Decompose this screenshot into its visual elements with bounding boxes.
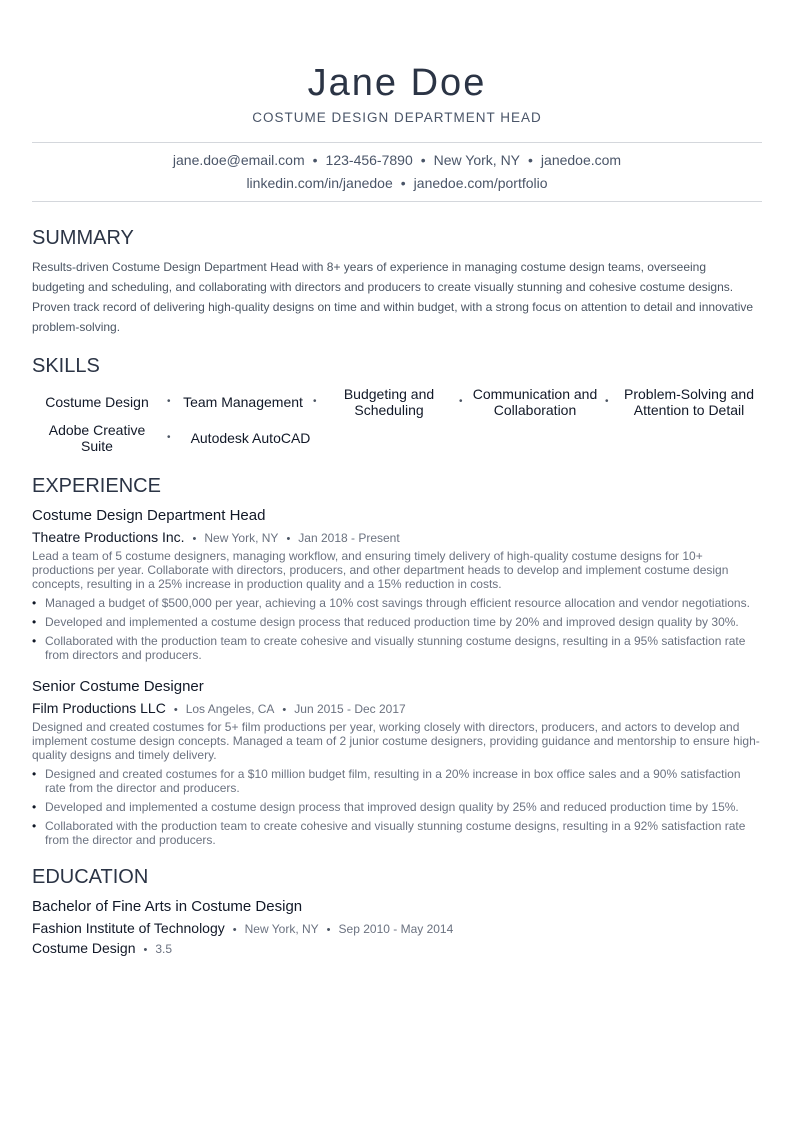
separator-dot: • xyxy=(286,533,291,545)
bullet-icon: • xyxy=(32,596,37,610)
company-name: Theatre Productions Inc. xyxy=(32,529,185,545)
job-dates: Jan 2018 - Present xyxy=(298,531,400,545)
email-link[interactable]: jane.doe@email.com xyxy=(172,152,305,168)
skill-item: Costume Design xyxy=(45,394,149,410)
bullet-text: Designed and created costumes for a $10 million budget film, resulting in a 20% increase in box office sales and a 90% satisfaction rate from the director and producers. xyxy=(45,767,741,795)
job-bullet xyxy=(32,800,762,814)
skill-item: Communication and Collaboration xyxy=(472,386,598,418)
separator-dot: • xyxy=(143,944,148,956)
bullet-text: Developed and implemented a costume design process that reduced production time by 20% and improved design quality by 30%. xyxy=(45,615,739,629)
field-of-study: Costume Design xyxy=(32,940,136,956)
summary-heading: SUMMARY xyxy=(32,227,134,249)
skill-item: Problem-Solving and Attention to Detail xyxy=(624,386,754,418)
skill-separator: • xyxy=(167,432,171,443)
education-field-meta xyxy=(32,940,172,956)
contact-line-1 xyxy=(32,152,762,168)
separator-dot: • xyxy=(420,152,426,168)
bullet-icon: • xyxy=(32,634,37,648)
bullet-icon: • xyxy=(32,800,37,814)
skill-item: Team Management xyxy=(183,394,303,410)
contact-line-2 xyxy=(32,175,762,191)
bullet-icon: • xyxy=(32,615,37,629)
bullet-text: Developed and implemented a costume design process that improved design quality by 25% and reduced production time by 15%. xyxy=(45,800,739,814)
job-title: Senior Costume Designer xyxy=(32,678,204,695)
experience-heading: EXPERIENCE xyxy=(32,475,161,497)
job-meta xyxy=(32,529,400,545)
separator-dot: • xyxy=(232,924,237,936)
education-dates: Sep 2010 - May 2014 xyxy=(338,922,454,936)
skill-separator: • xyxy=(313,396,317,407)
job-bullet xyxy=(32,596,762,610)
candidate-name: Jane Doe xyxy=(307,62,487,104)
job-bullet xyxy=(32,615,762,629)
summary-text: Results-driven Costume Design Department Head with 8+ years of experience in managing costume design teams, overseeing budgeting and scheduling, and collaborating with directors and producers to create visually stunning and cohesive costume designs. Proven track record of delivering high-quality designs on time and within budget, with a strong focus on attention to detail and innovative problem-solving. xyxy=(32,260,754,334)
job-description: Lead a team of 5 costume designers, managing workflow, and ensuring timely delivery of high-quality costume designs for 10+ productions per year. Collaborate with directors, producers, and other department heads to develop and implement costume design concepts, resulting in a 25% increase in production quality and a 15% reduction in costs. xyxy=(32,549,729,591)
gpa-value: 3.5 xyxy=(155,942,173,956)
linkedin-link[interactable]: linkedin.com/in/janedoe xyxy=(246,175,393,191)
separator-dot: • xyxy=(400,175,406,191)
job-description: Designed and created costumes for 5+ film productions per year, working closely with directors, producers, and actors to develop and implement costume design concepts. Managed a team of 2 junior costume designers, providing guidance and mentorship to ensure high-quality designs and timely delivery. xyxy=(32,720,760,762)
candidate-title: COSTUME DESIGN DEPARTMENT HEAD xyxy=(252,110,542,125)
skills-heading: SKILLS xyxy=(32,355,100,377)
website-link[interactable]: janedoe.com xyxy=(540,152,622,168)
skill-separator: • xyxy=(605,396,609,407)
job-location: Los Angeles, CA xyxy=(185,702,275,716)
degree-title: Bachelor of Fine Arts in Costume Design xyxy=(32,898,303,915)
job-title: Costume Design Department Head xyxy=(32,507,266,524)
separator-dot: • xyxy=(173,704,178,716)
job-meta xyxy=(32,700,406,716)
skill-item: Budgeting and Scheduling xyxy=(343,386,435,418)
skill-separator: • xyxy=(167,396,171,407)
job-bullet xyxy=(32,767,762,795)
separator-dot: • xyxy=(312,152,318,168)
header-divider-bottom xyxy=(32,201,762,202)
separator-dot: • xyxy=(326,924,331,936)
bullet-text: Managed a budget of $500,000 per year, achieving a 10% cost savings through efficient resource allocation and vendor negotiations. xyxy=(45,596,750,610)
education-heading: EDUCATION xyxy=(32,866,149,888)
skill-separator: • xyxy=(459,396,463,407)
bullet-icon: • xyxy=(32,819,37,833)
skill-item: Autodesk AutoCAD xyxy=(190,430,311,446)
header-divider-top xyxy=(32,142,762,143)
bullet-text: Collaborated with the production team to create cohesive and visually stunning costume designs, resulting in a 92% satisfaction rate from the director and producers. xyxy=(45,819,746,847)
school-location: New York, NY xyxy=(244,922,319,936)
job-bullet xyxy=(32,634,762,662)
bullet-text: Collaborated with the production team to create cohesive and visually stunning costume designs, resulting in a 95% satisfaction rate from directors and producers. xyxy=(45,634,746,662)
separator-dot: • xyxy=(282,704,287,716)
phone-text: 123-456-7890 xyxy=(325,152,413,168)
separator-dot: • xyxy=(192,533,197,545)
company-name: Film Productions LLC xyxy=(32,700,166,716)
education-meta xyxy=(32,920,453,936)
job-dates: Jun 2015 - Dec 2017 xyxy=(294,702,406,716)
bullet-icon: • xyxy=(32,767,37,781)
job-bullets xyxy=(32,767,762,852)
portfolio-link[interactable]: janedoe.com/portfolio xyxy=(413,175,548,191)
skill-item: Adobe Creative Suite xyxy=(48,422,146,454)
location-text: New York, NY xyxy=(433,152,521,168)
job-location: New York, NY xyxy=(204,531,279,545)
job-bullet xyxy=(32,819,762,847)
school-name: Fashion Institute of Technology xyxy=(32,920,225,936)
job-bullets xyxy=(32,596,762,667)
separator-dot: • xyxy=(528,152,533,168)
